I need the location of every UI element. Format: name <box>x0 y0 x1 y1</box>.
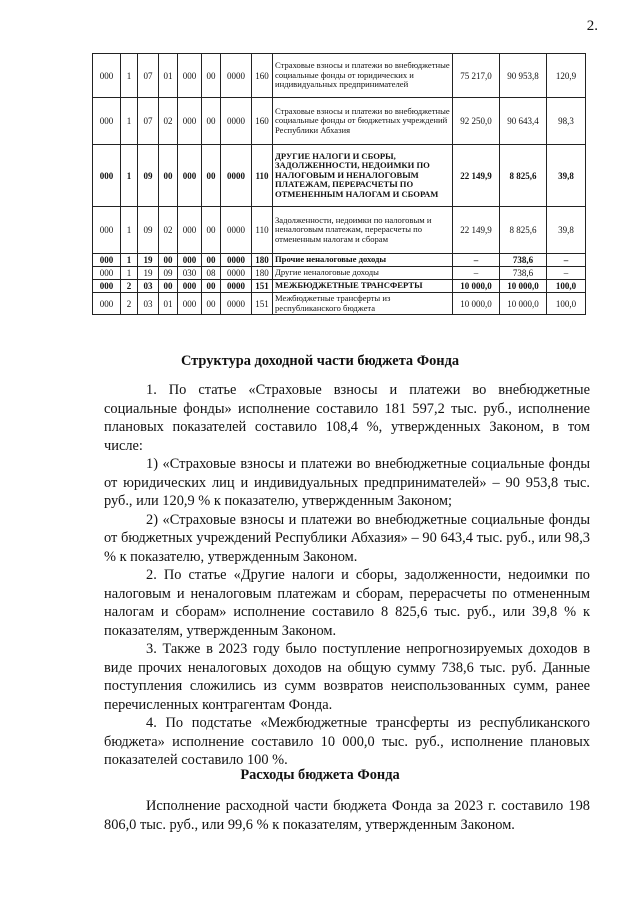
paragraph: Исполнение расходной части бюджета Фонда за 2023 г. составило 198 806,0 тыс. руб., или 99,6 % к показателям, утвержденным Законом. <box>104 798 590 833</box>
table-cell: 75 217,0 <box>453 54 500 98</box>
table-cell: 120,9 <box>547 54 586 98</box>
table-cell: 90 953,8 <box>500 54 547 98</box>
table-cell: 8 825,6 <box>500 207 547 254</box>
table-cell: 000 <box>93 54 121 98</box>
table-cell: 1 <box>121 207 138 254</box>
table-cell: 09 <box>138 207 159 254</box>
table-cell: 000 <box>178 254 202 267</box>
table-cell: 02 <box>159 98 178 145</box>
table-cell: 000 <box>93 254 121 267</box>
table-cell: 07 <box>138 54 159 98</box>
table-cell: 0000 <box>221 267 252 280</box>
table-cell: 000 <box>178 145 202 207</box>
table-cell: 151 <box>252 280 273 293</box>
table-row <box>93 293 586 315</box>
table-cell: 1 <box>121 54 138 98</box>
paragraph: 1. По статье «Страховые взносы и платежи во внебюджетные социальные фонды» исполнение составило 181 597,2 тыс. руб., исполнение плановых показателей составило 108,4 %, утвержденных Законом, в том числе: <box>104 382 590 454</box>
table-cell: 0000 <box>221 254 252 267</box>
table-cell: 0000 <box>221 145 252 207</box>
table-cell: 000 <box>178 207 202 254</box>
table-cell: 07 <box>138 98 159 145</box>
table-cell: 03 <box>138 280 159 293</box>
table-cell: – <box>453 254 500 267</box>
table-cell: 00 <box>202 207 221 254</box>
table-cell: 00 <box>202 293 221 315</box>
table-cell: 180 <box>252 267 273 280</box>
table-row <box>93 207 586 254</box>
paragraph: 2. По статье «Другие налоги и сборы, задолженности, недоимки по налоговым и неналоговым платежам и сборам, перерасчеты по отмененным налогам и сборам» исполнение составило 8 825,6 тыс. руб., или 39,8 % к показателям, утвержденным Законом. <box>104 567 590 639</box>
table-cell: 000 <box>93 293 121 315</box>
income-structure-body <box>104 381 590 770</box>
table-cell: 000 <box>93 267 121 280</box>
table-row <box>93 267 586 280</box>
table-cell: 19 <box>138 254 159 267</box>
table-cell: 98,3 <box>547 98 586 145</box>
table-cell: 2 <box>121 280 138 293</box>
table-cell: 000 <box>178 98 202 145</box>
table-row <box>93 145 586 207</box>
table-cell: 8 825,6 <box>500 145 547 207</box>
table-cell-name: Межбюджетные трансферты из республиканского бюджета <box>273 293 453 315</box>
table-cell: 738,6 <box>500 267 547 280</box>
table-cell: 10 000,0 <box>453 280 500 293</box>
table-cell: 92 250,0 <box>453 98 500 145</box>
table-cell: 09 <box>159 267 178 280</box>
table-cell: 19 <box>138 267 159 280</box>
table-cell: 0000 <box>221 207 252 254</box>
table-cell: 10 000,0 <box>453 293 500 315</box>
table-cell: 000 <box>178 293 202 315</box>
table-cell: 00 <box>159 145 178 207</box>
page-number: 2. <box>586 18 598 34</box>
paragraph: 4. По подстатье «Межбюджетные трансферты из республиканского бюджета» исполнение составило 10 000,0 тыс. руб., исполнение плановых показателей составило 100 %. <box>104 715 590 768</box>
table-cell: 0000 <box>221 54 252 98</box>
table-cell: 000 <box>178 280 202 293</box>
table-cell-name: Задолженности, недоимки по налоговым и неналоговым платежам, перерасчеты по отмененным налогам и сборам <box>273 207 453 254</box>
table-cell: 00 <box>202 254 221 267</box>
table-cell: – <box>547 254 586 267</box>
table-cell: 100,0 <box>547 293 586 315</box>
table-cell: 03 <box>138 293 159 315</box>
table-cell: 110 <box>252 145 273 207</box>
table-cell: 09 <box>138 145 159 207</box>
table-cell: 1 <box>121 98 138 145</box>
table-cell: 160 <box>252 54 273 98</box>
table-row <box>93 280 586 293</box>
table-row <box>93 254 586 267</box>
paragraph: 2) «Страховые взносы и платежи во внебюджетные социальные фонды от бюджетных учреждений Республики Абхазия» – 90 643,4 тыс. руб., или 98,3 % к показателю, утвержденным Законом. <box>104 511 590 565</box>
table-cell: 000 <box>93 207 121 254</box>
table-cell-name: Страховые взносы и платежи во внебюджетные социальные фонды от бюджетных учреждений Республики Абхазия <box>273 98 453 145</box>
paragraph: 1) «Страховые взносы и платежи во внебюджетные социальные фонды от юридических лиц и индивидуальных предпринимателей» – 90 953,8 тыс. руб., или 120,9 % к показателю, утвержденным Законом; <box>104 456 590 509</box>
table-cell: 22 149,9 <box>453 207 500 254</box>
table-cell: 000 <box>178 54 202 98</box>
table-cell: 000 <box>93 145 121 207</box>
table-cell-name: Страховые взносы и платежи во внебюджетные социальные фонды от юридических и индивидуальных предпринимателей <box>273 54 453 98</box>
table-cell: 08 <box>202 267 221 280</box>
table-cell: 22 149,9 <box>453 145 500 207</box>
table-cell: 1 <box>121 145 138 207</box>
table-cell: 0000 <box>221 293 252 315</box>
table-cell: 00 <box>159 254 178 267</box>
budget-table <box>92 53 586 315</box>
table-cell: – <box>547 267 586 280</box>
table-cell: 738,6 <box>500 254 547 267</box>
table-cell: 2 <box>121 293 138 315</box>
table-cell: 1 <box>121 254 138 267</box>
table-cell: 10 000,0 <box>500 293 547 315</box>
table-cell: 02 <box>159 207 178 254</box>
table-cell: 180 <box>252 254 273 267</box>
table-cell: 00 <box>202 280 221 293</box>
table-cell-name: ДРУГИЕ НАЛОГИ И СБОРЫ, ЗАДОЛЖЕННОСТИ, НЕДОИМКИ ПО НАЛОГОВЫМ И НЕНАЛОГОВЫМ ПЛАТЕЖАМ, ПЕРЕРАСЧЕТЫ ПО ОТМЕНЕННЫМ НАЛОГАМ И СБОРАМ <box>273 145 453 207</box>
table-cell: 00 <box>202 98 221 145</box>
table-cell: – <box>453 267 500 280</box>
table-cell: 01 <box>159 54 178 98</box>
table-cell: 030 <box>178 267 202 280</box>
table-cell: 00 <box>159 280 178 293</box>
section-title-expenses: Расходы бюджета Фонда <box>240 767 400 783</box>
table-cell: 00 <box>202 145 221 207</box>
table-cell: 160 <box>252 98 273 145</box>
table-cell: 100,0 <box>547 280 586 293</box>
table-row <box>93 98 586 145</box>
paragraph: 3. Также в 2023 году было поступление непрогнозируемых доходов в виде прочих неналоговых доходов на общую сумму 738,6 тыс. руб. Данные поступления сложились из сумм возвратов неиспользованных сумм, ранее перечисленных контрагентам Фонда. <box>104 641 590 713</box>
table-cell-name: Другие неналоговые доходы <box>273 267 453 280</box>
table-cell: 000 <box>93 98 121 145</box>
table-cell-name: Прочие неналоговые доходы <box>273 254 453 267</box>
expenses-body <box>104 797 590 834</box>
table-row <box>93 54 586 98</box>
table-cell: 000 <box>93 280 121 293</box>
table-cell: 151 <box>252 293 273 315</box>
table-cell: 39,8 <box>547 207 586 254</box>
table-cell: 39,8 <box>547 145 586 207</box>
table-cell: 90 643,4 <box>500 98 547 145</box>
section-title-income: Структура доходной части бюджета Фонда <box>180 353 460 369</box>
table-cell-name: МЕЖБЮДЖЕТНЫЕ ТРАНСФЕРТЫ <box>273 280 453 293</box>
table-cell: 01 <box>159 293 178 315</box>
table-cell: 10 000,0 <box>500 280 547 293</box>
table-cell: 0000 <box>221 280 252 293</box>
table-cell: 0000 <box>221 98 252 145</box>
table-cell: 00 <box>202 54 221 98</box>
table-cell: 110 <box>252 207 273 254</box>
table-cell: 1 <box>121 267 138 280</box>
